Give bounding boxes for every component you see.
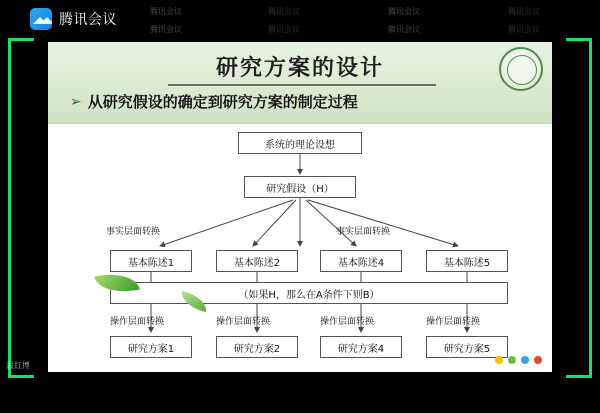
- self-participant-label: 温红博: [6, 361, 30, 370]
- diagram-node: 基本陈述1: [110, 250, 192, 272]
- watermark: 腾讯会议: [388, 7, 420, 16]
- frame-corner-bottom-right: [566, 352, 592, 378]
- color-dot: [495, 356, 503, 364]
- watermark: 腾讯会议: [268, 25, 300, 34]
- diagram-label: 事实层面转换: [106, 227, 161, 237]
- app-brand: [30, 8, 117, 30]
- watermark: 腾讯会议: [150, 7, 182, 16]
- diagram-node: 研究方案4: [320, 336, 402, 358]
- frame-corner-top-right: [566, 38, 592, 64]
- color-dot: [521, 356, 529, 364]
- watermark: 腾讯会议: [268, 7, 300, 16]
- slide-subheading-text: 从研究假设的确定到研究方案的制定过程: [87, 93, 358, 111]
- color-dot: [508, 356, 516, 364]
- title-underline: [168, 84, 436, 86]
- watermark: 腾讯会议: [388, 25, 420, 34]
- app-name: 腾讯会议: [59, 12, 117, 28]
- frame-edge-left: [8, 64, 11, 354]
- arrow-bullet-icon: ➢: [70, 93, 82, 110]
- diagram-node: 系统的理论设想: [238, 132, 362, 154]
- watermark: 腾讯会议: [508, 25, 540, 34]
- diagram-node: 基本陈述2: [216, 250, 298, 272]
- diagram-connectors: [48, 124, 552, 372]
- diagram-label: 操作层面转换: [110, 317, 165, 327]
- shared-slide: [48, 42, 552, 372]
- diagram-node: 基本陈述5: [426, 250, 508, 272]
- diagram-label: 操作层面转换: [216, 317, 271, 327]
- diagram-label: 操作层面转换: [320, 317, 375, 327]
- color-dot: [534, 356, 542, 364]
- diagram-label: 事实层面转换: [336, 227, 391, 237]
- diagram-node: 研究方案1: [110, 336, 192, 358]
- diagram-node: 研究方案5: [426, 336, 508, 358]
- frame-edge-right: [589, 64, 592, 354]
- meeting-top-bar: [0, 0, 600, 38]
- watermark: 腾讯会议: [508, 7, 540, 16]
- watermark: 腾讯会议: [150, 25, 182, 34]
- diagram-label: 操作层面转换: [426, 317, 481, 327]
- slide-subheading: [70, 91, 358, 112]
- flow-diagram: [48, 124, 552, 372]
- frame-corner-top-left: [8, 38, 34, 64]
- meeting-bottom-strip: [0, 378, 600, 413]
- diagram-node: 研究方案2: [216, 336, 298, 358]
- video-camera-icon: [30, 8, 52, 30]
- diagram-node: 研究假设（H）: [244, 176, 356, 198]
- diagram-node: （如果H，那么在A条件下则B）: [110, 282, 508, 304]
- slide-title: 研究方案的设计: [215, 56, 384, 81]
- slide-color-dots: [495, 356, 542, 364]
- diagram-node: 基本陈述4: [320, 250, 402, 272]
